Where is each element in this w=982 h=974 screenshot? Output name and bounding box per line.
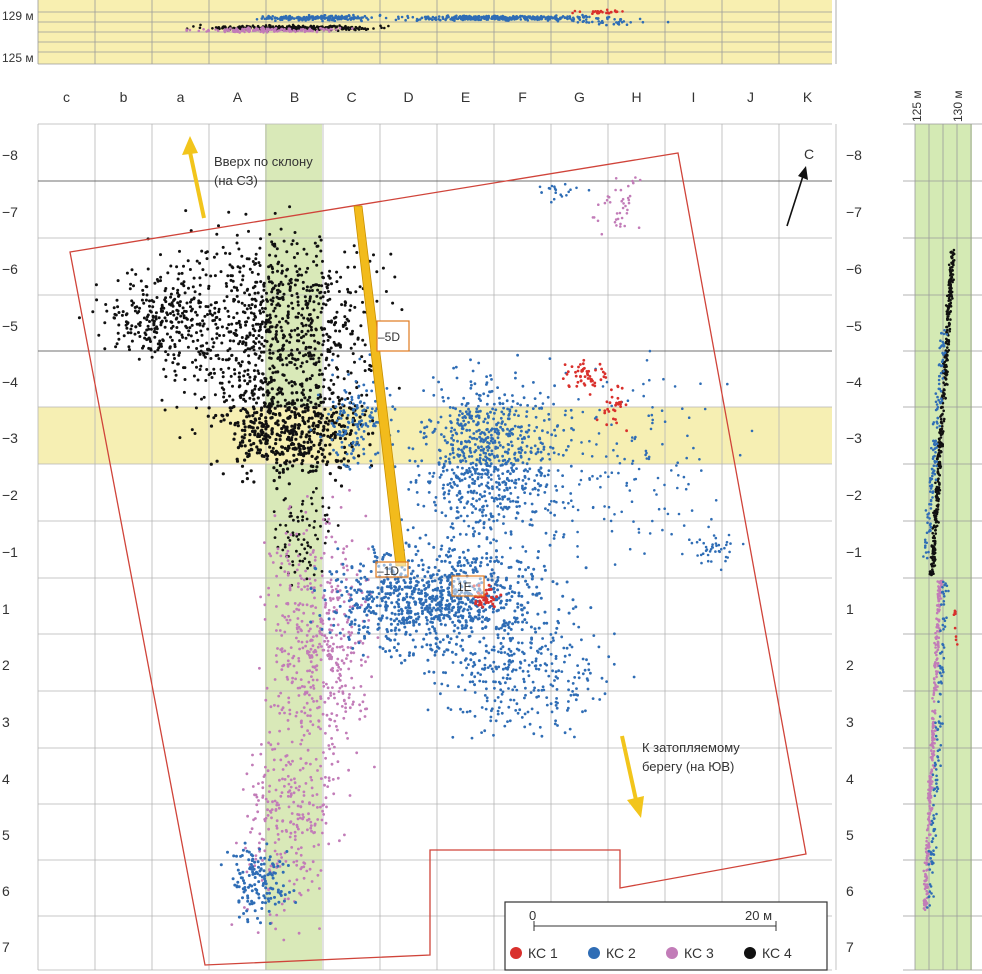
scale-end: 20 м xyxy=(745,908,773,923)
row-label-left: 5 xyxy=(2,827,10,843)
column-label: I xyxy=(691,89,696,105)
column-label: a xyxy=(176,89,185,105)
row-label-left: −2 xyxy=(2,487,18,503)
row-label-right: −6 xyxy=(846,261,862,277)
row-label-right: 6 xyxy=(846,883,854,899)
row-label-right: −4 xyxy=(846,374,862,390)
trench-bottom-label: –1D xyxy=(377,564,400,578)
row-label-right: 5 xyxy=(846,827,854,843)
legend-label: КС 2 xyxy=(606,945,636,961)
column-b-band xyxy=(265,124,322,970)
row-label-left: 6 xyxy=(2,883,10,899)
square-1e-label: 1E xyxy=(457,580,472,594)
row-label-right: −5 xyxy=(846,318,862,334)
plan-area xyxy=(38,124,836,970)
row-label-left: −8 xyxy=(2,147,18,163)
legend-swatch xyxy=(510,947,522,959)
column-labels xyxy=(63,89,813,105)
downslope-label-1: К затопляемому xyxy=(642,740,740,755)
row-label-left: 1 xyxy=(2,601,10,617)
row-label-left: −1 xyxy=(2,544,18,560)
downslope-label-2: берегу (на ЮВ) xyxy=(642,759,735,774)
column-label: G xyxy=(574,89,585,105)
column-label: J xyxy=(747,89,754,105)
row-label-left: 3 xyxy=(2,714,10,730)
column-label: F xyxy=(518,89,527,105)
column-label: B xyxy=(289,89,300,105)
column-label: H xyxy=(631,89,642,105)
column-label: c xyxy=(63,89,70,105)
row-label-left: −4 xyxy=(2,374,18,390)
row-label-right: −3 xyxy=(846,430,862,446)
row-minus3-band xyxy=(38,407,832,464)
legend-swatch xyxy=(666,947,678,959)
legend-label: КС 3 xyxy=(684,945,714,961)
column-label: C xyxy=(346,89,357,105)
trench-top-label: –5D xyxy=(378,330,401,344)
legend-label: КС 4 xyxy=(762,945,792,961)
legend-box xyxy=(505,902,827,970)
upslope-label-1: Вверх по склону xyxy=(214,154,313,169)
column-label: K xyxy=(802,89,813,105)
top-profile-label-bottom: 125 м xyxy=(2,51,34,65)
row-label-right: −2 xyxy=(846,487,862,503)
row-label-left: −3 xyxy=(2,430,18,446)
top-profile xyxy=(2,0,836,65)
row-label-right: −8 xyxy=(846,147,862,163)
row-label-right: 3 xyxy=(846,714,854,730)
legend-swatch xyxy=(588,947,600,959)
row-label-right: −1 xyxy=(846,544,862,560)
row-label-right: 1 xyxy=(846,601,854,617)
side-profile-label-left: 125 м xyxy=(910,90,924,122)
column-label: A xyxy=(232,89,243,105)
row-label-left: 7 xyxy=(2,939,10,955)
column-label: E xyxy=(460,89,471,105)
row-label-right: 7 xyxy=(846,939,854,955)
row-label-left: −5 xyxy=(2,318,18,334)
side-profile-label-right: 130 м xyxy=(951,90,965,122)
legend-label: КС 1 xyxy=(528,945,558,961)
side-profile xyxy=(903,90,982,970)
scale-start: 0 xyxy=(529,908,537,923)
top-profile-label-top: 129 м xyxy=(2,9,34,23)
legend-swatch xyxy=(744,947,756,959)
row-label-left: −7 xyxy=(2,204,18,220)
row-label-left: −6 xyxy=(2,261,18,277)
row-label-left: 2 xyxy=(2,657,10,673)
north-label: С xyxy=(804,146,815,162)
row-label-right: 4 xyxy=(846,771,854,787)
row-label-right: −7 xyxy=(846,204,862,220)
column-label: D xyxy=(403,89,414,105)
row-label-right: 2 xyxy=(846,657,854,673)
row-label-left: 4 xyxy=(2,771,10,787)
upslope-label-2: (на СЗ) xyxy=(214,173,258,188)
column-label: b xyxy=(119,89,128,105)
